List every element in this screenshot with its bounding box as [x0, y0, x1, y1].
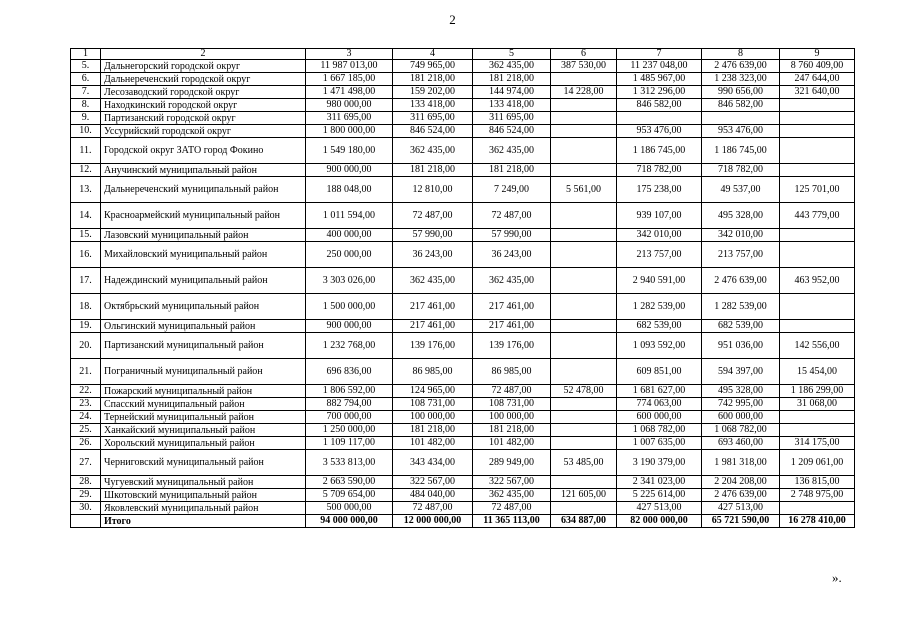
col8-value: 953 476,00 [702, 125, 780, 138]
municipality-name: Лазовский муниципальный район [101, 229, 306, 242]
col7-value: 1 068 782,00 [617, 424, 702, 437]
table-row [71, 112, 855, 125]
municipality-name: Партизанский городской округ [101, 112, 306, 125]
col9-value [780, 229, 855, 242]
col7-value: 774 063,00 [617, 398, 702, 411]
table-row [71, 424, 855, 437]
col6-value [551, 333, 617, 359]
municipality-name: Пожарский муниципальный район [101, 385, 306, 398]
col7-value: 1 485 967,00 [617, 73, 702, 86]
col4-value: 72 487,00 [393, 502, 473, 515]
row-number: 21. [71, 359, 101, 385]
row-number: 22. [71, 385, 101, 398]
row-number: 5. [71, 60, 101, 73]
municipality-name: Хорольский муниципальный район [101, 437, 306, 450]
col9-value [780, 138, 855, 164]
col6-value: 5 561,00 [551, 177, 617, 203]
col9-value: 31 068,00 [780, 398, 855, 411]
municipality-name: Партизанский муниципальный район [101, 333, 306, 359]
col9-value: 463 952,00 [780, 268, 855, 294]
col3-value: 400 000,00 [306, 229, 393, 242]
col8-value [702, 112, 780, 125]
col5-value: 72 487,00 [473, 502, 551, 515]
col7-value: 1 282 539,00 [617, 294, 702, 320]
table-row [71, 502, 855, 515]
col4-value: 86 985,00 [393, 359, 473, 385]
table-row [71, 359, 855, 385]
table-row [71, 385, 855, 398]
col9-value: 321 640,00 [780, 86, 855, 99]
row-number: 25. [71, 424, 101, 437]
row-number: 8. [71, 99, 101, 112]
col5-value: 217 461,00 [473, 320, 551, 333]
col4-value: 108 731,00 [393, 398, 473, 411]
col8-value: 1 238 323,00 [702, 73, 780, 86]
row-number: 27. [71, 450, 101, 476]
col6-value [551, 268, 617, 294]
row-number: 11. [71, 138, 101, 164]
row-number: 24. [71, 411, 101, 424]
col4-value: 57 990,00 [393, 229, 473, 242]
col6-value [551, 125, 617, 138]
col4-value: 139 176,00 [393, 333, 473, 359]
total-row [71, 515, 855, 528]
col6-value [551, 424, 617, 437]
col9-value [780, 320, 855, 333]
row-number: 9. [71, 112, 101, 125]
col9-value: 142 556,00 [780, 333, 855, 359]
col4-value: 100 000,00 [393, 411, 473, 424]
table-row [71, 294, 855, 320]
col8-value: 495 328,00 [702, 203, 780, 229]
table-row [71, 73, 855, 86]
col9-value: 136 815,00 [780, 476, 855, 489]
allocation-table [70, 48, 855, 528]
col7-value: 2 341 023,00 [617, 476, 702, 489]
column-number: 3 [306, 49, 393, 60]
table-row [71, 437, 855, 450]
col7-value [617, 112, 702, 125]
col7-value: 846 582,00 [617, 99, 702, 112]
col5-value: 7 249,00 [473, 177, 551, 203]
table-row [71, 177, 855, 203]
col6-value [551, 411, 617, 424]
col4-value: 133 418,00 [393, 99, 473, 112]
row-number: 30. [71, 502, 101, 515]
col3-value: 500 000,00 [306, 502, 393, 515]
row-number: 15. [71, 229, 101, 242]
col3-value: 1 011 594,00 [306, 203, 393, 229]
col4-value: 101 482,00 [393, 437, 473, 450]
municipality-name: Яковлевский муниципальный район [101, 502, 306, 515]
col9-value [780, 99, 855, 112]
col3-value: 3 303 026,00 [306, 268, 393, 294]
column-number: 8 [702, 49, 780, 60]
col8-value: 1 186 745,00 [702, 138, 780, 164]
col6-value: 121 605,00 [551, 489, 617, 502]
row-number: 14. [71, 203, 101, 229]
col6-value [551, 476, 617, 489]
col5-value: 362 435,00 [473, 138, 551, 164]
col9-value: 1 186 299,00 [780, 385, 855, 398]
col9-value: 15 454,00 [780, 359, 855, 385]
col5-value: 100 000,00 [473, 411, 551, 424]
col7-value: 939 107,00 [617, 203, 702, 229]
col8-value: 1 981 318,00 [702, 450, 780, 476]
col5-value: 36 243,00 [473, 242, 551, 268]
municipality-name: Дальнереченский муниципальный район [101, 177, 306, 203]
table-row [71, 320, 855, 333]
col4-value: 12 000 000,00 [393, 515, 473, 528]
municipality-name: Чугуевский муниципальный район [101, 476, 306, 489]
col3-value: 1 232 768,00 [306, 333, 393, 359]
col4-value: 124 965,00 [393, 385, 473, 398]
col9-value [780, 164, 855, 177]
col3-value: 1 549 180,00 [306, 138, 393, 164]
col3-value: 5 709 654,00 [306, 489, 393, 502]
municipality-name: Уссурийский городской округ [101, 125, 306, 138]
col8-value: 1 282 539,00 [702, 294, 780, 320]
col4-value: 36 243,00 [393, 242, 473, 268]
row-number: 10. [71, 125, 101, 138]
col9-value: 16 278 410,00 [780, 515, 855, 528]
col5-value: 322 567,00 [473, 476, 551, 489]
col8-value: 2 476 639,00 [702, 489, 780, 502]
municipality-name: Спасский муниципальный район [101, 398, 306, 411]
row-number: 17. [71, 268, 101, 294]
municipality-name: Красноармейский муниципальный район [101, 203, 306, 229]
column-number: 2 [101, 49, 306, 60]
row-number: 23. [71, 398, 101, 411]
closing-quote-mark: ». [832, 570, 842, 585]
col3-value: 11 987 013,00 [306, 60, 393, 73]
col6-value [551, 99, 617, 112]
municipality-name: Тернейский муниципальный район [101, 411, 306, 424]
col5-value: 57 990,00 [473, 229, 551, 242]
table-row [71, 86, 855, 99]
municipality-name: Шкотовский муниципальный район [101, 489, 306, 502]
col7-value: 1 093 592,00 [617, 333, 702, 359]
col5-value: 139 176,00 [473, 333, 551, 359]
col6-value [551, 398, 617, 411]
page-number: 2 [449, 12, 456, 27]
col4-value: 846 524,00 [393, 125, 473, 138]
table-row [71, 411, 855, 424]
municipality-name: Итого [101, 515, 306, 528]
municipality-name: Находкинский городской округ [101, 99, 306, 112]
col5-value: 144 974,00 [473, 86, 551, 99]
col8-value: 951 036,00 [702, 333, 780, 359]
col4-value: 181 218,00 [393, 164, 473, 177]
col3-value: 311 695,00 [306, 112, 393, 125]
col3-value: 696 836,00 [306, 359, 393, 385]
municipality-name: Ханкайский муниципальный район [101, 424, 306, 437]
col5-value: 181 218,00 [473, 164, 551, 177]
col5-value: 133 418,00 [473, 99, 551, 112]
col3-value: 94 000 000,00 [306, 515, 393, 528]
col6-value [551, 320, 617, 333]
row-number: 7. [71, 86, 101, 99]
col7-value: 718 782,00 [617, 164, 702, 177]
col4-value: 362 435,00 [393, 268, 473, 294]
municipality-name: Лесозаводский городской округ [101, 86, 306, 99]
col3-value: 1 109 117,00 [306, 437, 393, 450]
col9-value: 125 701,00 [780, 177, 855, 203]
col4-value: 72 487,00 [393, 203, 473, 229]
table-row [71, 476, 855, 489]
row-number: 19. [71, 320, 101, 333]
municipality-name: Михайловский муниципальный район [101, 242, 306, 268]
table-row [71, 268, 855, 294]
col8-value: 594 397,00 [702, 359, 780, 385]
col9-value: 247 644,00 [780, 73, 855, 86]
col7-value: 1 312 296,00 [617, 86, 702, 99]
col3-value: 1 500 000,00 [306, 294, 393, 320]
col8-value: 2 476 639,00 [702, 60, 780, 73]
col6-value: 52 478,00 [551, 385, 617, 398]
col7-value: 600 000,00 [617, 411, 702, 424]
column-number: 4 [393, 49, 473, 60]
col5-value: 181 218,00 [473, 73, 551, 86]
col7-value: 3 190 379,00 [617, 450, 702, 476]
col8-value: 2 476 639,00 [702, 268, 780, 294]
table-row [71, 333, 855, 359]
col6-value [551, 203, 617, 229]
col9-value [780, 125, 855, 138]
col4-value: 181 218,00 [393, 73, 473, 86]
col7-value: 11 237 048,00 [617, 60, 702, 73]
col5-value: 217 461,00 [473, 294, 551, 320]
col5-value: 181 218,00 [473, 424, 551, 437]
row-number [71, 515, 101, 528]
col3-value: 980 000,00 [306, 99, 393, 112]
row-number: 16. [71, 242, 101, 268]
municipality-name: Пограничный муниципальный район [101, 359, 306, 385]
col3-value: 250 000,00 [306, 242, 393, 268]
col4-value: 322 567,00 [393, 476, 473, 489]
col4-value: 362 435,00 [393, 138, 473, 164]
col4-value: 181 218,00 [393, 424, 473, 437]
col8-value: 682 539,00 [702, 320, 780, 333]
col8-value: 213 757,00 [702, 242, 780, 268]
col9-value [780, 294, 855, 320]
column-number: 1 [71, 49, 101, 60]
col3-value: 188 048,00 [306, 177, 393, 203]
table-row [71, 489, 855, 502]
row-number: 20. [71, 333, 101, 359]
col4-value: 311 695,00 [393, 112, 473, 125]
col3-value: 3 533 813,00 [306, 450, 393, 476]
col8-value: 990 656,00 [702, 86, 780, 99]
table-row [71, 99, 855, 112]
col5-value: 362 435,00 [473, 489, 551, 502]
col6-value [551, 242, 617, 268]
col9-value [780, 424, 855, 437]
col5-value: 362 435,00 [473, 60, 551, 73]
col6-value [551, 112, 617, 125]
col8-value: 2 204 208,00 [702, 476, 780, 489]
col8-value: 742 995,00 [702, 398, 780, 411]
table-row [71, 229, 855, 242]
row-number: 29. [71, 489, 101, 502]
col8-value: 65 721 590,00 [702, 515, 780, 528]
col7-value: 1 681 627,00 [617, 385, 702, 398]
column-number: 6 [551, 49, 617, 60]
col8-value: 49 537,00 [702, 177, 780, 203]
col5-value: 101 482,00 [473, 437, 551, 450]
col9-value: 2 748 975,00 [780, 489, 855, 502]
col5-value: 289 949,00 [473, 450, 551, 476]
col4-value: 484 040,00 [393, 489, 473, 502]
col8-value: 693 460,00 [702, 437, 780, 450]
col5-value: 846 524,00 [473, 125, 551, 138]
municipality-name: Дальнегорский городской округ [101, 60, 306, 73]
col6-value [551, 437, 617, 450]
col9-value [780, 242, 855, 268]
municipality-name: Ольгинский муниципальный район [101, 320, 306, 333]
col6-value: 634 887,00 [551, 515, 617, 528]
table-row [71, 450, 855, 476]
col4-value: 343 434,00 [393, 450, 473, 476]
col3-value: 1 800 000,00 [306, 125, 393, 138]
col7-value: 609 851,00 [617, 359, 702, 385]
col6-value [551, 138, 617, 164]
col8-value: 1 068 782,00 [702, 424, 780, 437]
row-number: 13. [71, 177, 101, 203]
col5-value: 72 487,00 [473, 203, 551, 229]
col9-value: 8 760 409,00 [780, 60, 855, 73]
col3-value: 882 794,00 [306, 398, 393, 411]
col4-value: 217 461,00 [393, 294, 473, 320]
col8-value: 495 328,00 [702, 385, 780, 398]
col3-value: 2 663 590,00 [306, 476, 393, 489]
col6-value [551, 502, 617, 515]
col6-value: 53 485,00 [551, 450, 617, 476]
col3-value: 1 250 000,00 [306, 424, 393, 437]
row-number: 6. [71, 73, 101, 86]
col7-value: 2 940 591,00 [617, 268, 702, 294]
column-number-row [71, 49, 855, 60]
col9-value [780, 411, 855, 424]
col4-value: 12 810,00 [393, 177, 473, 203]
col7-value: 682 539,00 [617, 320, 702, 333]
column-number: 5 [473, 49, 551, 60]
col8-value: 718 782,00 [702, 164, 780, 177]
col5-value: 11 365 113,00 [473, 515, 551, 528]
table-row [71, 60, 855, 73]
municipality-name: Черниговский муниципальный район [101, 450, 306, 476]
row-number: 18. [71, 294, 101, 320]
row-number: 28. [71, 476, 101, 489]
col9-value [780, 502, 855, 515]
col9-value: 1 209 061,00 [780, 450, 855, 476]
table-row [71, 125, 855, 138]
col7-value: 5 225 614,00 [617, 489, 702, 502]
col6-value [551, 164, 617, 177]
col3-value: 900 000,00 [306, 164, 393, 177]
col5-value: 108 731,00 [473, 398, 551, 411]
col8-value: 427 513,00 [702, 502, 780, 515]
col7-value: 175 238,00 [617, 177, 702, 203]
col6-value: 387 530,00 [551, 60, 617, 73]
col7-value: 342 010,00 [617, 229, 702, 242]
col7-value: 1 007 635,00 [617, 437, 702, 450]
table-row [71, 203, 855, 229]
municipality-name: Октябрьский муниципальный район [101, 294, 306, 320]
col6-value: 14 228,00 [551, 86, 617, 99]
table-row [71, 242, 855, 268]
column-number: 9 [780, 49, 855, 60]
col7-value: 953 476,00 [617, 125, 702, 138]
col3-value: 900 000,00 [306, 320, 393, 333]
row-number: 26. [71, 437, 101, 450]
col3-value: 1 667 185,00 [306, 73, 393, 86]
col3-value: 1 471 498,00 [306, 86, 393, 99]
col8-value: 342 010,00 [702, 229, 780, 242]
row-number: 12. [71, 164, 101, 177]
col5-value: 86 985,00 [473, 359, 551, 385]
col4-value: 749 965,00 [393, 60, 473, 73]
col6-value [551, 294, 617, 320]
col4-value: 159 202,00 [393, 86, 473, 99]
col9-value [780, 112, 855, 125]
col7-value: 82 000 000,00 [617, 515, 702, 528]
col7-value: 213 757,00 [617, 242, 702, 268]
municipality-name: Дальнереченский городской округ [101, 73, 306, 86]
table-row [71, 398, 855, 411]
col7-value: 427 513,00 [617, 502, 702, 515]
col9-value: 314 175,00 [780, 437, 855, 450]
col6-value [551, 359, 617, 385]
col7-value: 1 186 745,00 [617, 138, 702, 164]
table-row [71, 138, 855, 164]
col8-value: 846 582,00 [702, 99, 780, 112]
col5-value: 362 435,00 [473, 268, 551, 294]
col4-value: 217 461,00 [393, 320, 473, 333]
col3-value: 700 000,00 [306, 411, 393, 424]
column-number: 7 [617, 49, 702, 60]
col6-value [551, 73, 617, 86]
col8-value: 600 000,00 [702, 411, 780, 424]
municipality-name: Анучинский муниципальный район [101, 164, 306, 177]
col5-value: 72 487,00 [473, 385, 551, 398]
municipality-name: Надеждинский муниципальный район [101, 268, 306, 294]
col5-value: 311 695,00 [473, 112, 551, 125]
municipality-name: Городской округ ЗАТО город Фокино [101, 138, 306, 164]
table-row [71, 164, 855, 177]
col6-value [551, 229, 617, 242]
col9-value: 443 779,00 [780, 203, 855, 229]
col3-value: 1 806 592,00 [306, 385, 393, 398]
